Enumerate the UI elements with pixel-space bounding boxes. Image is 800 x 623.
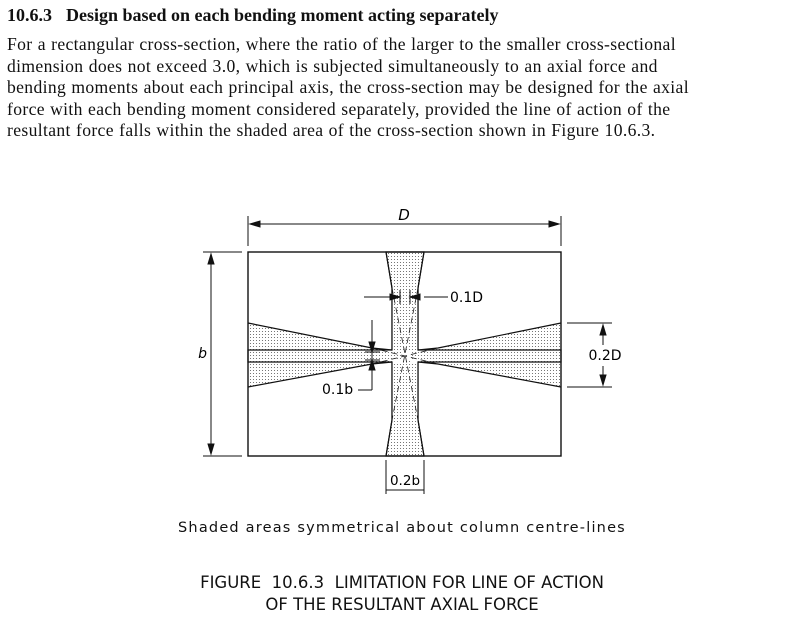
dimension-0-1d-label	[450, 290, 483, 306]
dimension-b-label: b	[198, 346, 207, 362]
caption-line: FIGURE 10.6.3 LIMITATION FOR LINE OF ACTION	[200, 573, 604, 592]
section-number: 10.6.3	[7, 5, 52, 25]
dimension-b	[203, 252, 242, 456]
dimension-0-1b-label: 0.1b	[322, 382, 354, 398]
paragraph-line: resultant force falls within the shaded area of the cross-section shown in Figure 10.6.3.	[7, 120, 656, 141]
dimension-0-2b-label: 0.2b	[389, 473, 421, 489]
paragraph-line: For a rectangular cross-section, where the ratio of the larger to the smaller cross-sectional	[7, 34, 676, 54]
section-title: Design based on each bending moment acting separately	[66, 5, 499, 25]
figure-caption	[0, 572, 800, 616]
label-0-1d: 0.1D	[450, 290, 484, 306]
paragraph-line: dimension does not exceed 3.0, which is subjected simultaneously to an axial force and	[7, 55, 658, 76]
caption-line: OF THE RESULTANT AXIAL FORCE	[265, 595, 539, 614]
paragraph-line: bending moments about each principal axis, the cross-section may be designed for the axial	[7, 77, 689, 98]
paragraph-line: force with each bending moment considered separately, provided the line of action of the	[7, 98, 671, 119]
figure-note: Shaded areas symmetrical about column centre-lines	[178, 520, 626, 536]
dimension-0-2d-label: 0.2D	[588, 348, 622, 364]
dimension-d-label: D	[398, 206, 410, 224]
